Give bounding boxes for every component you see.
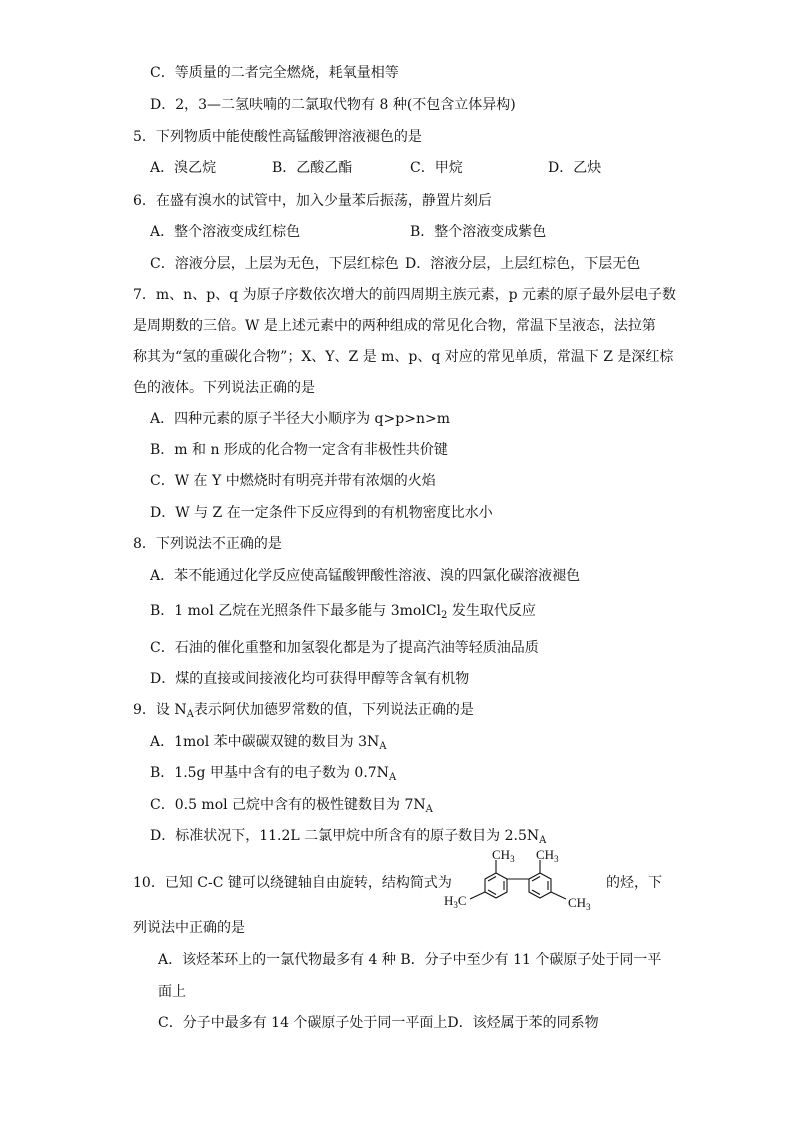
q7-option-d: D．W 与 Z 在一定条件下反应得到的有机物密度比水小	[150, 505, 493, 521]
q4-option-c: C．等质量的二者完全燃烧，耗氧量相等	[150, 65, 399, 81]
q5-option-c: C．甲烷	[410, 160, 463, 176]
q6-option-b: B．整个溶液变成紫色	[410, 224, 547, 240]
q10-options-ab-continued: 面上	[158, 984, 186, 1000]
ch-text-2: CH	[536, 847, 555, 862]
ch-subscript-3: 3	[586, 902, 591, 912]
q9-stem	[133, 700, 474, 725]
q5-stem: 5．下列物质中能使酸性高锰酸钾溶液褪色的是	[133, 129, 422, 145]
ch-text-1: CH	[492, 847, 511, 862]
q5-option-a: A．溴乙烷	[150, 160, 217, 176]
q8-option-b-subscript: 2	[441, 610, 448, 621]
q4-option-d: D．2，3—二氢呋喃的二氯取代物有 8 种(不包含立体异构)	[150, 97, 516, 113]
q9-option-b-subscript: A	[388, 772, 397, 783]
q10-options-cd: C．分子中最多有 14 个碳原子处于同一平面上D．该烃属于苯的同系物	[158, 1015, 599, 1031]
q9-option-a	[150, 732, 387, 757]
q7-stem-line-3: 称其为“氢的重碳化合物”；X、Y、Z 是 m、p、q 对应的常见单质，常温下 Z 是深红棕	[133, 349, 674, 365]
q8-option-b	[150, 601, 536, 626]
q9-stem-subscript: A	[186, 709, 194, 720]
q5-option-b: B．乙酸乙酯	[272, 160, 353, 176]
q9-option-a-subscript: A	[379, 741, 387, 752]
q8-option-d: D．煤的直接或间接液化均可获得甲醇等含氧有机物	[150, 671, 470, 687]
ch-subscript-2: 3	[554, 854, 559, 864]
q5-option-d: D．乙炔	[548, 160, 602, 176]
q8-option-b-text: B．1 mol 乙烷在光照条件下最多能与 3molCl	[150, 603, 442, 619]
q9-option-b	[150, 763, 396, 788]
q10-stem-line-1-tail: 的烃，下	[606, 875, 662, 891]
q6-stem: 6．在盛有溴水的试管中，加入少量苯后振荡，静置片刻后	[133, 193, 492, 209]
q9-option-b-text: B．1.5g 甲基中含有的电子数为 0.7N	[150, 765, 389, 781]
ch-subscript-1: 3	[510, 854, 515, 864]
q8-option-a: A．苯不能通过化学反应使高锰酸钾酸性溶液、溴的四氯化碳溶液褪色	[150, 568, 581, 584]
methyl-label-right-top	[536, 847, 559, 864]
q6-option-c: C．溶液分层，上层为无色，下层红棕色	[150, 256, 399, 272]
structure-svg	[440, 846, 610, 916]
h-subscript: 3	[453, 900, 458, 910]
q7-stem-line-4: 色的液体。下列说法正确的是	[133, 380, 315, 396]
q9-option-d-text: D．标准状况下，11.2L 二氯甲烷中所含有的原子数目为 2.5N	[150, 828, 540, 844]
q6-option-a: A．整个溶液变成红棕色	[150, 224, 301, 240]
methyl-label-left-top	[492, 847, 515, 864]
q9-option-c-text: C．0.5 mol 己烷中含有的极性键数目为 7N	[150, 797, 426, 813]
q9-option-c	[150, 795, 433, 820]
ch-text-3: CH	[568, 895, 587, 910]
q8-stem: 8．下列说法不正确的是	[133, 536, 282, 552]
q10-stem-line-1: 10．已知 C-C 键可以绕键轴自由旋转，结构简式为	[133, 875, 452, 891]
q6-option-d: D．溶液分层，上层红棕色，下层无色	[405, 256, 641, 272]
h-text: H	[444, 893, 454, 908]
methyl-label-right-bottom	[568, 895, 591, 912]
q9-stem-text: 9．设 N	[133, 702, 187, 718]
q7-option-a: A．四种元素的原子半径大小顺序为 q>p>n>m	[150, 411, 450, 427]
q9-option-a-text: A．1mol 苯中碳碳双键的数目为 3N	[150, 734, 380, 750]
q7-option-b: B．m 和 n 形成的化合物一定含有非极性共价键	[150, 442, 448, 458]
q7-option-c: C．W 在 Y 中燃烧时有明亮并带有浓烟的火焰	[150, 473, 436, 489]
q8-option-c: C．石油的催化重整和加氢裂化都是为了提高汽油等轻质油品质	[150, 640, 539, 656]
q9-stem-tail: 表示阿伏加德罗常数的值，下列说法正确的是	[193, 702, 474, 718]
dimethylbiphenyl-structure	[440, 846, 600, 916]
q8-option-b-tail: 发生取代反应	[447, 603, 536, 619]
q10-options-ab: A．该烃苯环上的一氯代物最多有 4 种 B．分子中至少有 11 个碳原子处于同一平	[158, 952, 662, 968]
q7-stem-line-1: 7．m、n、p、q 为原子序数依次增大的前四周期主族元素，p 元素的原子最外层电子数	[133, 287, 676, 303]
q9-option-d-subscript: A	[539, 835, 547, 846]
q9-option-c-subscript: A	[425, 804, 433, 815]
methyl-label-left-bottom	[444, 893, 467, 910]
q7-stem-line-2: 是周期数的三倍。W 是上述元素中的两种组成的常见化合物，常温下呈液态，法拉第	[133, 318, 656, 334]
c-text: C	[457, 893, 467, 908]
q10-stem-line-2: 列说法中正确的是	[133, 920, 245, 936]
